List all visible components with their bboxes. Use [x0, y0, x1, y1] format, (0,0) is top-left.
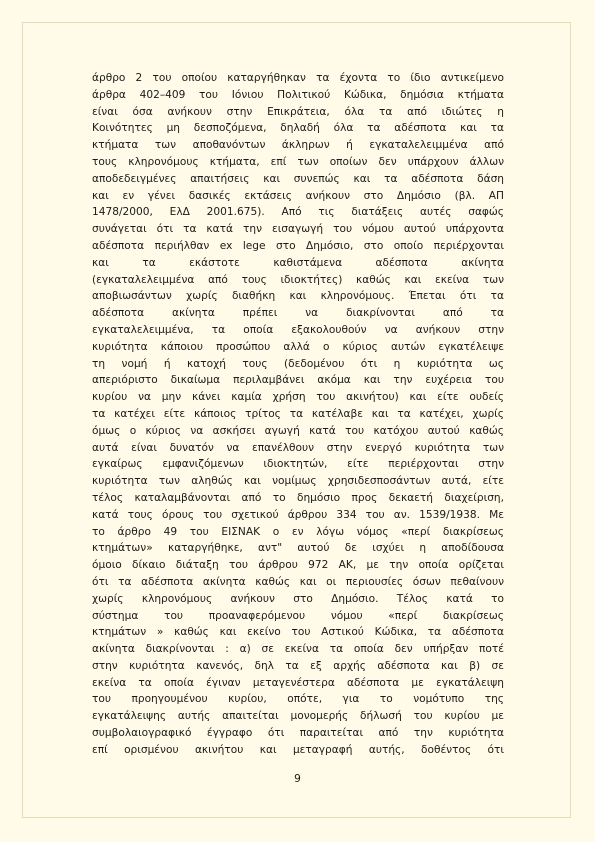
- text-line: όμοιο δίκαιο διάταξη του άρθρου 972 ΑΚ, με την οποία ορίζεται: [92, 559, 504, 572]
- text-line: εκείνα τα οποία έγιναν μεταγενέστερα αδέσποτα με εγκατάλειψη: [92, 676, 504, 689]
- text-line: τα κατέχει είτε κάποιος τρίτος τα κατέλαβε και τα κατέχει, χωρίς: [92, 407, 504, 420]
- text-line: ότι τα αδέσποτα ακίνητα καθώς και οι περιουσίες όσων πεθαίνουν: [92, 575, 504, 588]
- text-line: του προηγουμένου κυρίου, οπότε, για το νομότυπο της: [92, 693, 504, 706]
- text-line: στην κυριότητα κανενός, δηλ τα εξ αρχής αδέσποτα και β) σε: [92, 659, 504, 672]
- text-line: εγκαταλελειμμένα, τα οποία εξακολουθούν να ανήκουν στην: [92, 323, 504, 336]
- text-line: συμβολαιογραφικό έγγραφο ότι παραιτείται από την κυριότητα: [92, 727, 504, 740]
- text-line: επί ορισμένου ακινήτου και μεταγραφή αυτής, δοθέντος ότι: [92, 743, 504, 756]
- text-line: απεριόριστο δικαίωμα περιλαμβάνει ακόμα και την ευχέρεια του: [92, 374, 504, 387]
- text-line: αυτά είναι δυνατόν να επανέλθουν στην ενεργό κυριότητα των: [92, 441, 504, 454]
- text-line: αποδεδειγμένες απαιτήσεις και συνεπώς και τα αδέσποτα δάση: [92, 172, 504, 185]
- text-line: χωρίς κληρονόμους ανήκουν στο Δημόσιο. Τέλος κατά το: [92, 592, 504, 605]
- text-line: κατά τους όρους του σχετικού άρθρου 334 του αν. 1539/1938. Με: [92, 508, 504, 521]
- text-line: ακίνητα διακρίνονται : α) σε εκείνα τα οποία δεν υπήρξαν ποτέ: [92, 643, 504, 656]
- text-line: σύστημα του προαναφερόμενου νόμου «περί διακρίσεως: [92, 609, 504, 622]
- text-line: αποβιωσάντων χωρίς διαθήκη και κληρονόμους. Έπεται ότι τα: [92, 290, 504, 303]
- text-line: κτήματα των αποθανόντων άκληρων ή εγκαταλελειμμένα από: [92, 139, 504, 152]
- text-line: άρθρο 2 του οποίου καταργήθηκαν τα έχοντα το ίδιο αντικείμενο: [92, 72, 504, 84]
- page-number: 9: [294, 773, 301, 785]
- text-line: και τα εκάστοτε καθιστάμενα αδέσποτα ακίνητα: [92, 256, 504, 269]
- text-line: το άρθρο 49 του ΕΙΣΝΑΚ ο εν λόγω νόμος «περί διακρίσεως: [92, 525, 504, 538]
- text-line: συνάγεται ότι τα κατά την εισαγωγή του νόμου αυτού υπάρχοντα: [92, 223, 504, 236]
- text-line: όμως ο κύριος να ασκήσει αγωγή κατά του κατόχου αυτού καθώς: [92, 424, 504, 437]
- text-line: εγκατάλειψης αυτής απαιτείται μονομερής δήλωσή του κυρίου με: [92, 710, 504, 723]
- text-line: αδέσποτα περιήλθαν ex lege στο Δημόσιο, στο οποίο περιέρχονται: [92, 239, 504, 252]
- text-line: εγκαίρως εμφανιζόμενων ιδιοκτητών, είτε περιέρχονται στην: [92, 458, 504, 471]
- text-line: κτημάτων» καταργήθηκε, αντ" αυτού δε ισχύει η αποδίδουσα: [92, 542, 504, 555]
- text-line: κυριότητα των αληθώς και νομίμως χρησιδεσποσάντων αυτά, είτε: [92, 475, 504, 488]
- text-line: κυρίου να μην κάνει καμία χρήση του ακινήτου) και είτε ουδείς: [92, 391, 504, 404]
- text-line: αδέσποτα ακίνητα πρέπει να διακρίνονται από τα: [92, 307, 504, 320]
- text-line: άρθρα 402–409 του Ιόνιου Πολιτικού Κώδικα, δημόσια κτήματα: [92, 88, 504, 101]
- text-line: τέλος καταλαμβάνονται από το δημόσιο προς δεκαετή διαχείριση,: [92, 491, 504, 504]
- text-line: τη νομή ή κατοχή τους (δεδομένου ότι η κυριότητα ως: [92, 357, 504, 370]
- text-line: κυριότητα κάποιου προσώπου αλλά ο κύριος αυτών εγκατέλειψε: [92, 340, 504, 353]
- text-line: κτημάτων » καθώς και εκείνο του Αστικού Κώδικα, τα αδέσποτα: [92, 626, 504, 639]
- text-line: Κοινότητες μη δεσποζόμενα, δηλαδή όλα τα αδέσποτα και τα: [92, 122, 504, 135]
- text-line: (εγκαταλελειμμένα από τους ιδιοκτήτες) καθώς και εκείνα των: [92, 273, 504, 286]
- text-line: 1478/2000, ΕλΔ 2001.675). Από τις διατάξεις αυτές σαφώς: [92, 206, 504, 219]
- text-line: και εν γένει δασικές εκτάσεις ανήκουν στο Δημόσιο (βλ. ΑΠ: [92, 189, 504, 202]
- text-line: τους κληρονόμους κτήματα, επί των οποίων δεν υπάρχουν άλλων: [92, 155, 504, 168]
- body-text: [92, 70, 504, 759]
- text-line: είναι όσα ανήκουν στην Επικράτεια, όλα τα από ιδιώτες η: [92, 105, 504, 118]
